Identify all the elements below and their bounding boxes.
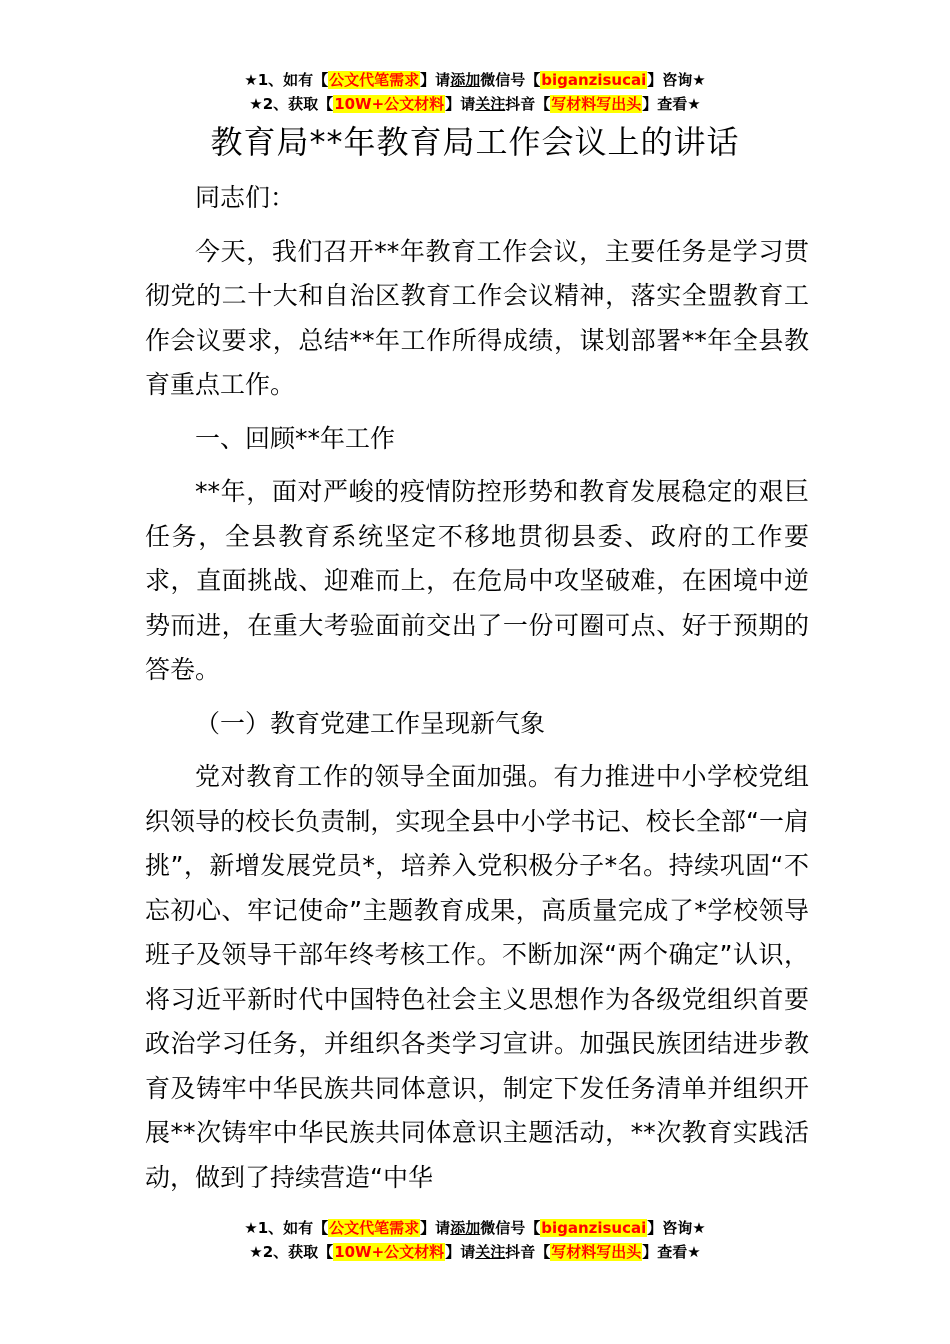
highlight-text: 10W+公文材料	[334, 1243, 445, 1261]
highlight-text: 公文代笔需求	[329, 71, 420, 89]
underlined-text: 添加	[450, 1219, 481, 1237]
promo-banner-top	[0, 68, 950, 116]
promo-text: 抖音【	[505, 95, 551, 113]
promo-text: 微信号【	[480, 71, 541, 89]
promo-text: 1、如有【	[257, 71, 329, 89]
promo-text: 】请	[445, 1243, 476, 1261]
document-title: 教育局**年教育局工作会议上的讲话	[210, 123, 740, 161]
promo-line-2	[0, 92, 950, 116]
star-icon: ★	[244, 1219, 258, 1237]
section-heading: 一、回顾**年工作	[195, 423, 396, 453]
highlight-text: biganzisucai	[541, 1219, 647, 1237]
highlight-text: biganzisucai	[541, 71, 647, 89]
paragraph: **年，面对严峻的疫情防控形势和教育发展稳定的艰巨任务，全县教育系统坚定不移地贯彻县委、政府的工作要求，直面挑战、迎难而上，在危局中攻坚破难，在困境中逆势而进，在重大考验面前交出了一份可圈可点、好于预期的答卷。	[145, 477, 809, 684]
promo-text: 】请	[445, 95, 476, 113]
promo-text: 】查看★	[642, 95, 701, 113]
paragraph: 党对教育工作的领导全面加强。有力推进中小学校党组织领导的校长负责制，实现全县中小学书记、校长全部“一肩挑”，新增发展党员*，培养入党积极分子*名。持续巩固“不忘初心、牢记使命”主题教育成果，高质量完成了*学校领导班子及领导干部年终考核工作。不断加深“两个确定”认识，将习近平新时代中国特色社会主义思想作为各级党组织首要政治学习任务，并组织各类学习宣讲。加强民族团结进步教育及铸牢中华民族共同体意识，制定下发任务清单并组织开展**次铸牢中华民族共同体意识主题活动，**次教育实践活动，做到了持续营造“中华	[145, 762, 809, 1192]
promo-banner-bottom	[0, 1216, 950, 1264]
document-body	[145, 176, 809, 1200]
promo-text: 】请	[420, 71, 451, 89]
promo-text: 2、获取【	[262, 1243, 334, 1261]
underlined-text: 关注	[475, 95, 506, 113]
star-icon: ★	[249, 95, 263, 113]
promo-text: 】查看★	[642, 1243, 701, 1261]
underlined-text: 添加	[450, 71, 481, 89]
promo-text: 】咨询★	[647, 1219, 706, 1237]
promo-text: 1、如有【	[257, 1219, 329, 1237]
promo-text: 】请	[420, 1219, 451, 1237]
subsection-heading: （一）教育党建工作呈现新气象	[195, 708, 546, 738]
promo-text: 微信号【	[480, 1219, 541, 1237]
promo-text: 抖音【	[505, 1243, 551, 1261]
highlight-text: 10W+公文材料	[334, 95, 445, 113]
highlight-text: 公文代笔需求	[329, 1219, 420, 1237]
paragraph: 今天，我们召开**年教育工作会议，主要任务是学习贯彻党的二十大和自治区教育工作会议精神，落实全盟教育工作会议要求，总结**年工作所得成绩，谋划部署**年全县教育重点工作。	[145, 236, 809, 399]
highlight-text: 写材料写出头	[551, 95, 642, 113]
highlight-text: 写材料写出头	[551, 1243, 642, 1261]
promo-text: 2、获取【	[262, 95, 334, 113]
underlined-text: 关注	[475, 1243, 506, 1261]
promo-text: 】咨询★	[647, 71, 706, 89]
salutation: 同志们：	[195, 183, 296, 212]
promo-line-2	[0, 1240, 950, 1264]
star-icon: ★	[244, 71, 258, 89]
star-icon: ★	[249, 1243, 263, 1261]
promo-line-1	[0, 1216, 950, 1240]
promo-line-1	[0, 68, 950, 92]
